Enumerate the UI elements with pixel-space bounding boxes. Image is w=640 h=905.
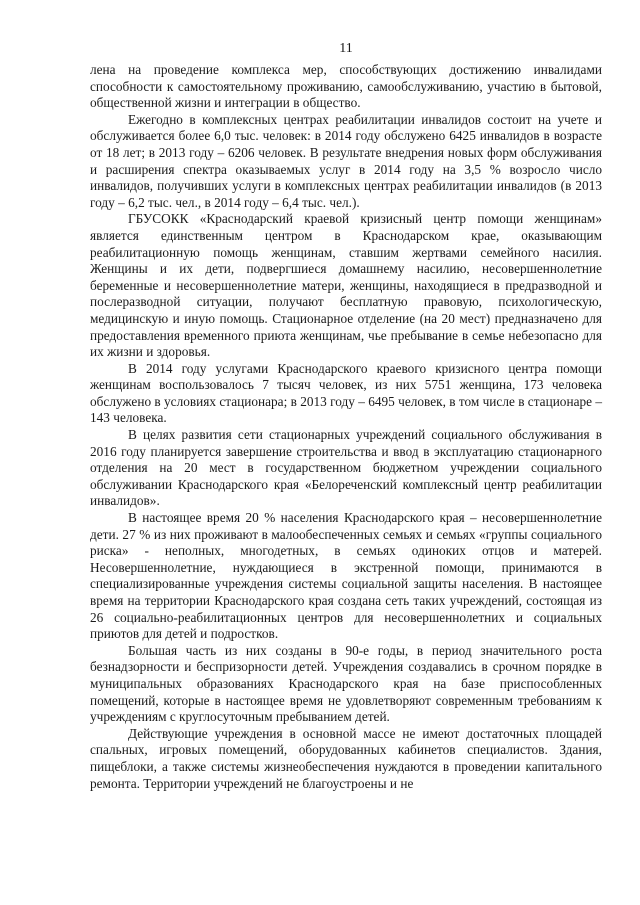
paragraph-facilities: Действующие учреждения в основной массе не имеют достаточных площадей спальных, игровых помещений, оборудованных кабинетов специалистов. Здания, пищеблоки, а также системы жизнеобеспечения нуждаются в проведении капитального ремонта. Территории учреждений не благоустроены и не xyxy=(90,725,602,791)
page-number: 11 xyxy=(339,41,353,56)
paragraph-rehab-centers: Ежегодно в комплексных центрах реабилитации инвалидов состоит на учете и обслуживается более 6,0 тыс. человек: в 2014 году обслужено 6425 инвалидов в возрасте от 18 лет; в 2013 году – 6206 человек. В результате внедрения новых форм обслуживания и расширения спектра оказываемых услуг в 2014 году на 3,5 % возросло число инвалидов, получивших услуги в комплексных центрах реабилитации инвалидов (в 2013 году – 6,2 тыс. чел., в 2014 году – 6,4 тыс. чел.). xyxy=(90,111,602,210)
paragraph-nineties: Большая часть из них созданы в 90-е годы, в период значительного роста безнадзорности и беспризорности детей. Учреждения создавались в срочном порядке в муниципальных образованиях Краснодарского края на базе приспособленных помещений, которые в настоящее время не удовлетворяют современным требованиям к учреждениям с круглосуточным пребыванием детей. xyxy=(90,642,602,725)
paragraph-network-development: В целях развития сети стационарных учреждений социального обслуживания в 2016 году планируется завершение строительства и ввод в эксплуатацию стационарного отделения на 20 мест в государственном бюджетном учреждении социального обслуживании Краснодарского края «Белореченский комплексный центр реабилитации инвалидов». xyxy=(90,427,602,509)
paragraph-minors: В настоящее время 20 % населения Краснодарского края – несовершеннолетние дети. 27 % из них проживают в малообеспеченных семьях и семьях «группы социального риска» - неполных, многодетных, в семьях одиноких отцов и матерей. Несовершеннолетние, нуждающиеся в экстренной помощи, принимаются в специализированные учреждения системы социальной защиты населения. В настоящее время на территории Краснодарского края создана сеть таких учреждений, состоящая из 26 социально-реабилитационных центров для несовершеннолетних и социальных приютов для детей и подростков. xyxy=(90,510,602,642)
paragraph-continuation: лена на проведение комплекса мер, способствующих достижению инвалидами способности к самостоятельному проживанию, самообслуживанию, участию в бытовой, общественной жизни и интеграции в общество. xyxy=(90,62,602,111)
paragraph-crisis-center-stats: В 2014 году услугами Краснодарского краевого кризисного центра помощи женщинам воспользовалось 7 тысяч человек, из них 5751 женщина, 173 человека обслужено в условиях стационара; в 2013 году – 6495 человек, в том числе в стационаре – 143 человека. xyxy=(90,360,602,426)
paragraph-crisis-center: ГБУСОКК «Краснодарский краевой кризисный центр помощи женщинам» является единственным центром в Краснодарском крае, оказывающим реабилитационную помощь женщинам, ставшим жертвами семейного насилия. Женщины и их дети, подвергшиеся домашнему насилию, несовершеннолетние беременные и несовершеннолетние матери, женщины, находящиеся в предразводной и послеразводной ситуации, получают бесплатную правовую, психологическую, медицинскую и иную помощь. Стационарное отделение (на 20 мест) предназначено для предоставления временного приюта женщинам, чье пребывание в семье небезопасно для их жизни и здоровья. xyxy=(90,211,602,360)
